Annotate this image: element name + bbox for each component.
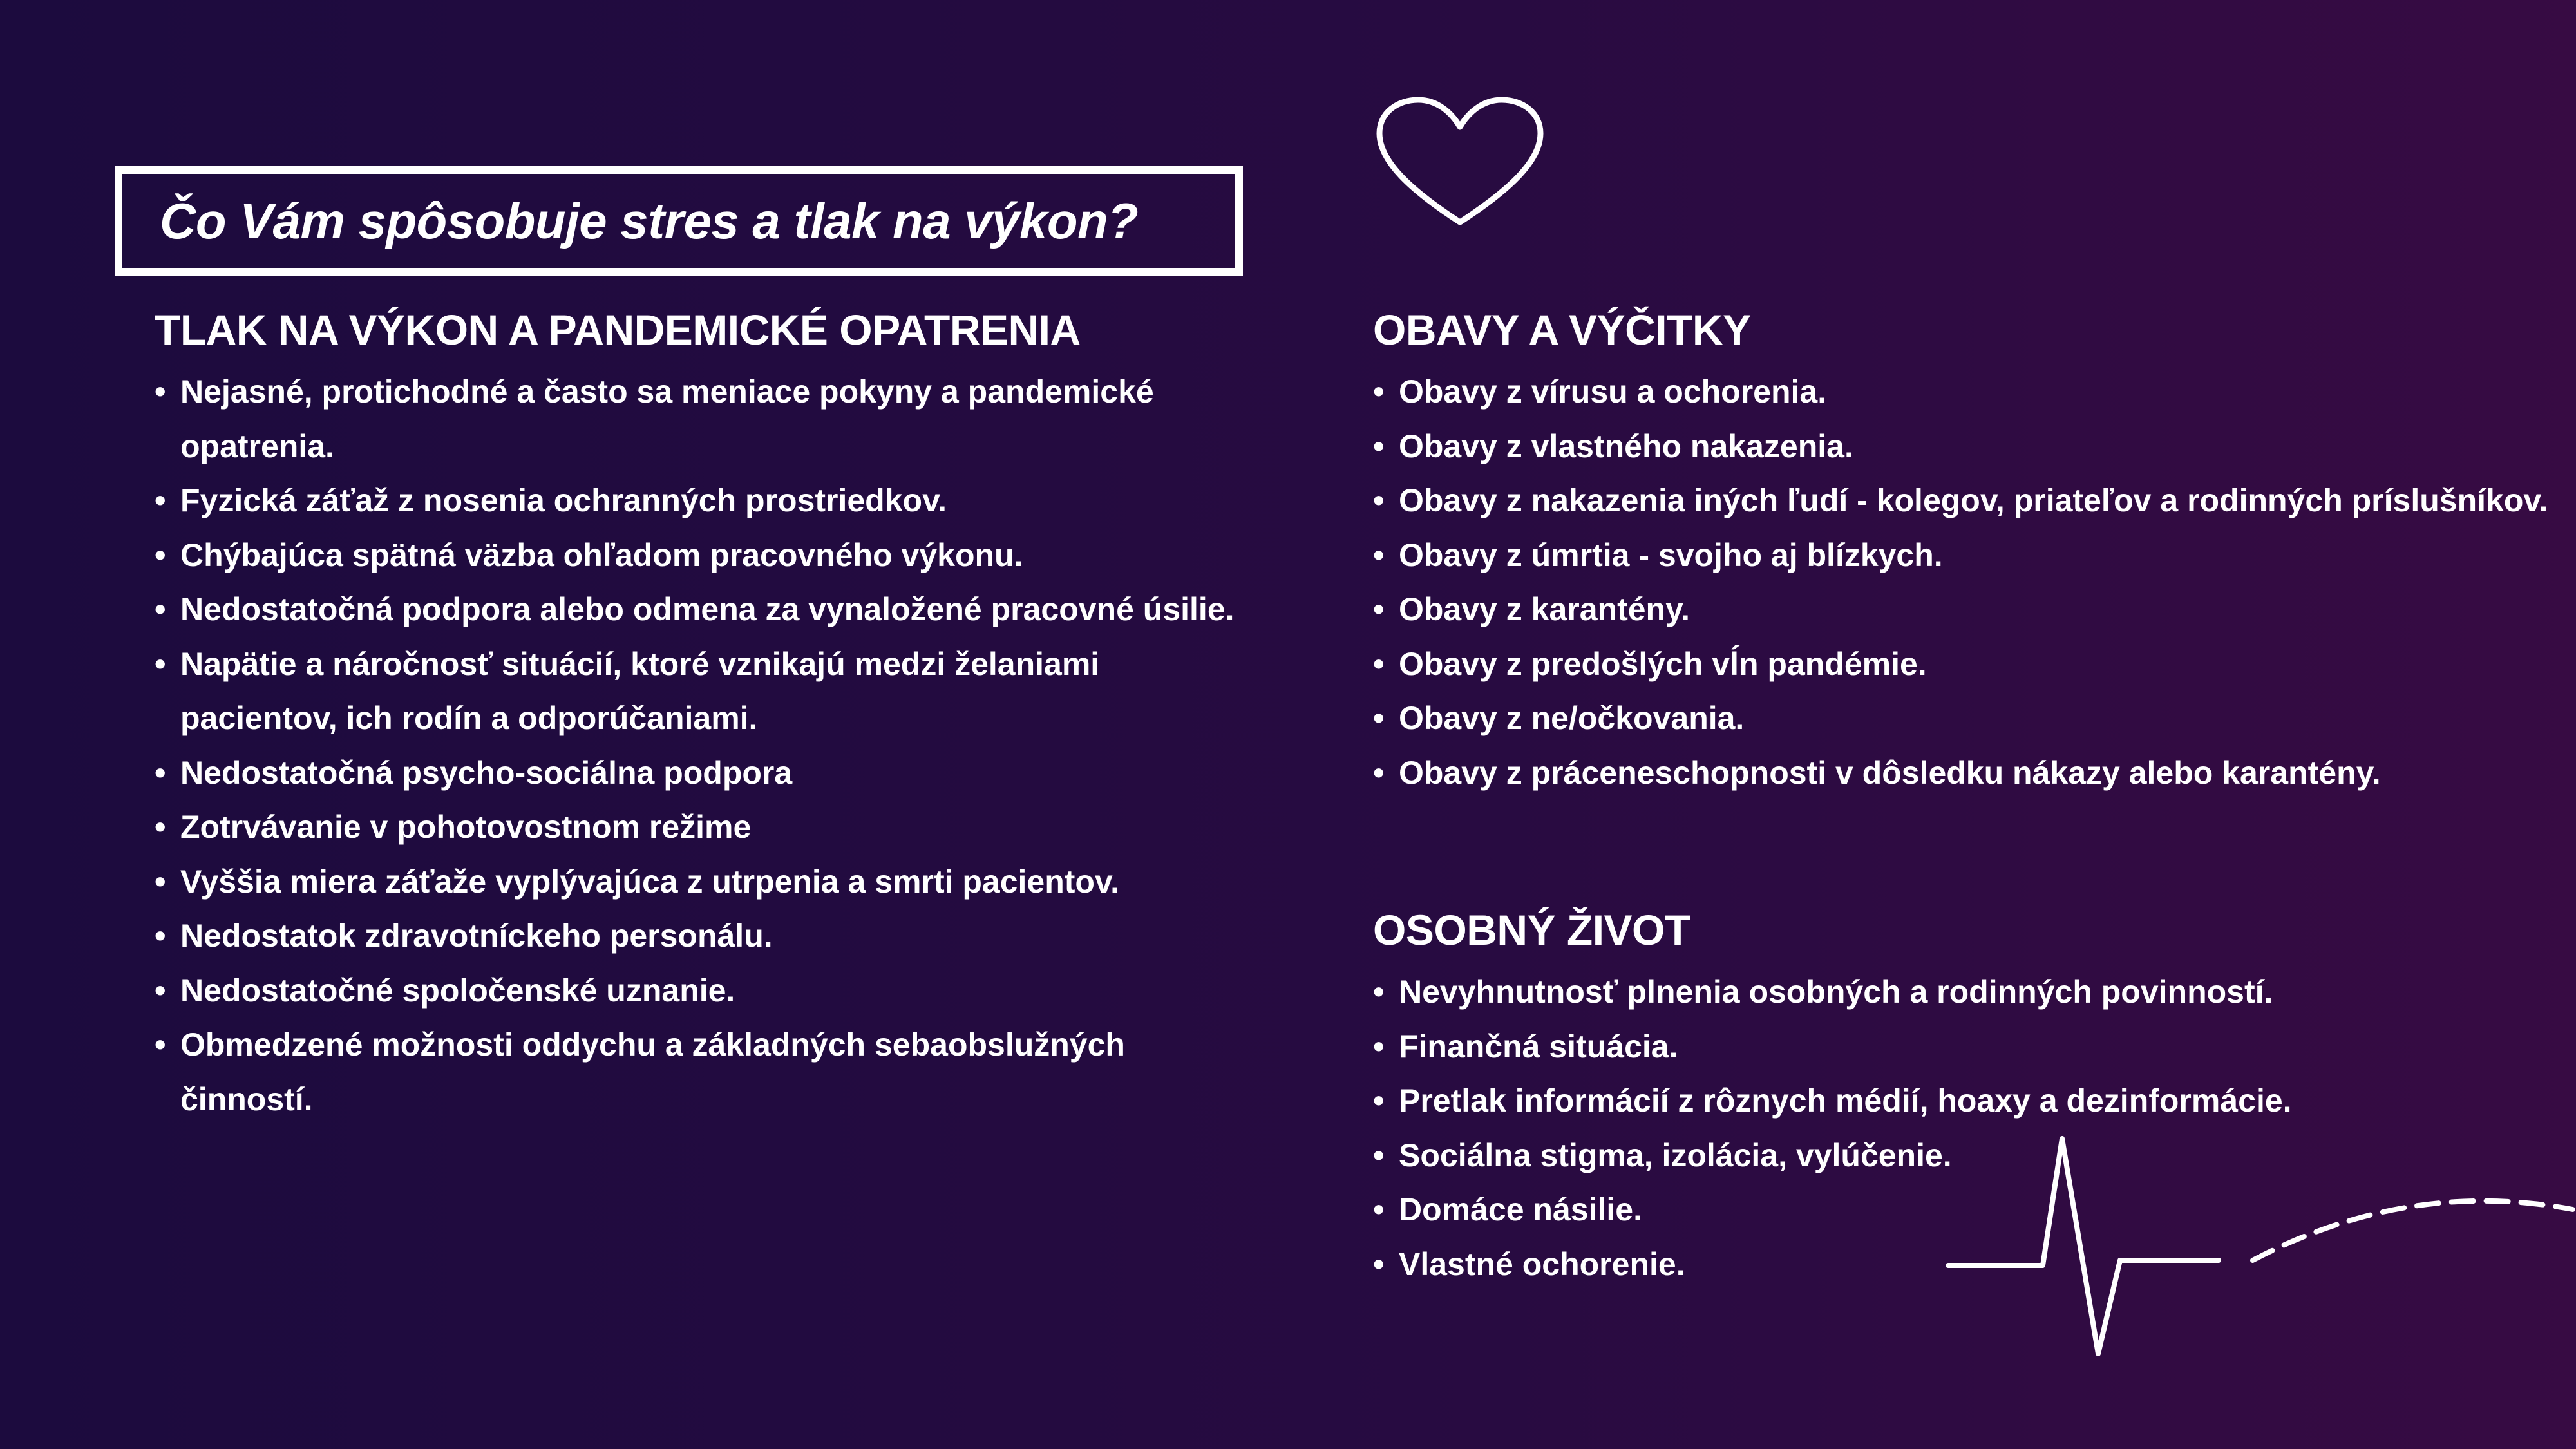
page-title: Čo Vám spôsobuje stres a tlak na výkon?: [160, 192, 1139, 249]
list-item: • Obavy z predošlých vĺn pandémie.: [1373, 637, 2552, 692]
list-item: • Zotrvávanie v pohotovostnom režime: [155, 800, 1262, 855]
list-item: • Finančná situácia.: [1373, 1019, 2552, 1074]
list-item: • Nedostatočná podpora alebo odmena za vynaložené pracovné úsilie.: [155, 582, 1262, 637]
list-item: • Napätie a náročnosť situácií, ktoré vznikajú medzi želaniami pacientov, ich rodín a odporúčaniami.: [155, 637, 1262, 746]
section-heading-personal: OSOBNÝ ŽIVOT: [1373, 906, 1690, 954]
list-item: • Sociálna stigma, izolácia, vylúčenie.: [1373, 1128, 2552, 1183]
list-item: • Chýbajúca spätná väzba ohľadom pracovného výkonu.: [155, 528, 1262, 583]
section-heading-pressure: TLAK NA VÝKON A PANDEMICKÉ OPATRENIA: [155, 306, 1081, 354]
list-item: • Nevyhnutnosť plnenia osobných a rodinných povinností.: [1373, 965, 2552, 1019]
list-item: • Nedostatočná psycho-sociálna podpora: [155, 746, 1262, 800]
list-item: • Obavy z nakazenia iných ľudí - kolegov, priateľov a rodinných príslušníkov.: [1373, 473, 2552, 528]
list-item: • Domáce násilie.: [1373, 1182, 2552, 1237]
section-heading-worries: OBAVY A VÝČITKY: [1373, 306, 1751, 354]
list-item: • Obmedzené možnosti oddychu a základných sebaobslužných činností.: [155, 1018, 1262, 1126]
heartbeat-line-icon: [1945, 1133, 2576, 1365]
list-item: • Obavy z vírusu a ochorenia.: [1373, 365, 2552, 419]
list-item: • Obavy z ne/očkovania.: [1373, 691, 2552, 746]
list-item: • Vyššia miera záťaže vyplývajúca z utrpenia a smrti pacientov.: [155, 855, 1262, 909]
list-item: • Obavy z práceneschopnosti v dôsledku nákazy alebo karantény.: [1373, 746, 2552, 800]
list-item: • Nedostatočné spoločenské uznanie.: [155, 963, 1262, 1018]
list-item: • Obavy z úmrtia - svojho aj blízkych.: [1373, 528, 2552, 583]
worries-list: [1373, 365, 2552, 800]
heart-outline-icon: [1372, 93, 1549, 232]
list-item: • Obavy z karantény.: [1373, 582, 2552, 637]
list-item: • Fyzická záťaž z nosenia ochranných prostriedkov.: [155, 473, 1262, 528]
list-item: • Pretlak informácií z rôznych médií, hoaxy a dezinformácie.: [1373, 1074, 2552, 1128]
title-box: [115, 166, 1243, 276]
list-item: • Obavy z vlastného nakazenia.: [1373, 419, 2552, 474]
list-item: • Nejasné, protichodné a často sa meniace pokyny a pandemické opatrenia.: [155, 365, 1262, 473]
pressure-list: [155, 365, 1262, 1126]
list-item: • Nedostatok zdravotníckeho personálu.: [155, 909, 1262, 963]
list-item: • Vlastné ochorenie.: [1373, 1237, 2552, 1292]
